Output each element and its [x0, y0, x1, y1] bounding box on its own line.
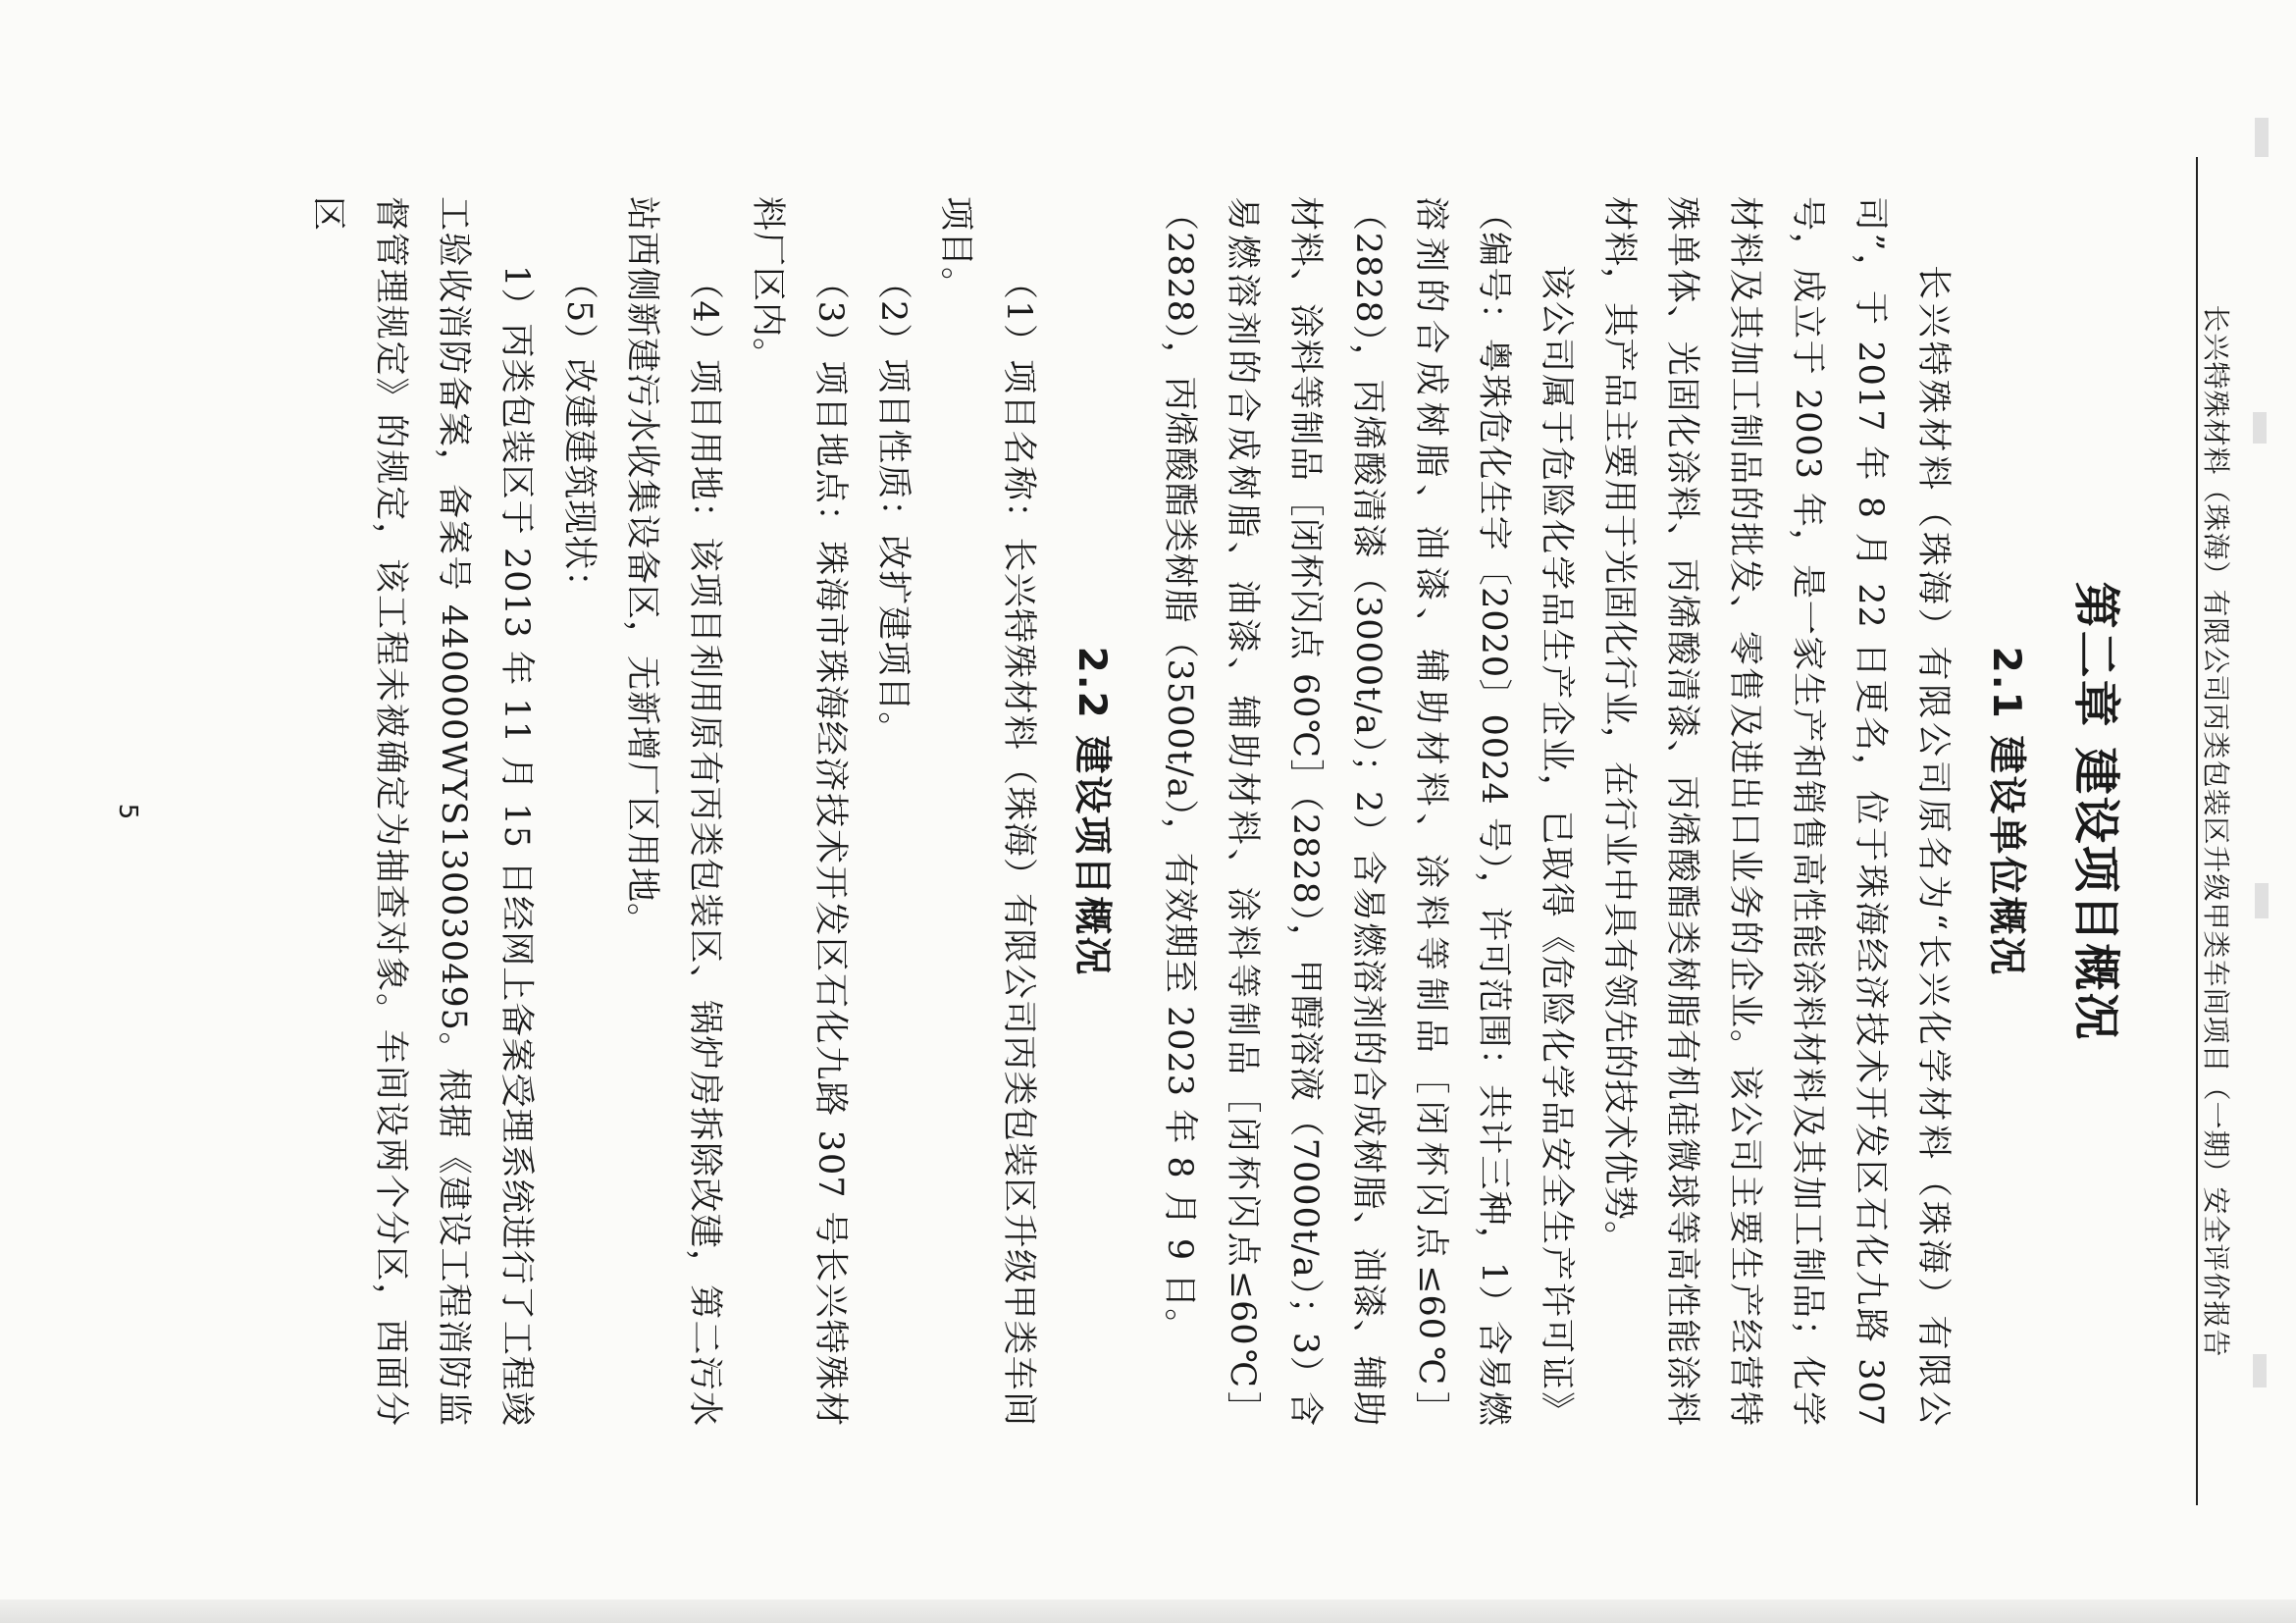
paragraph: 该公司属于危险化学品生产企业，已取得《危险化学品安全生产许可证》（编号：粤珠危化生字〔2020〕0024 号），许可范围：共计三种，1）含易燃溶剂的合成树脂、油漆、辅助材料、涂料等制品［闭杯闪点≤60℃］（2828），丙烯酸清漆（3000t/a）；2）含易燃溶剂的合成树脂、油漆、辅助材料、涂料等制品［闭杯闪点 60℃］（2828），甲醇溶液（7000t/a）；3）含易燃溶剂的合成树脂、油漆、辅助材料、涂料等制品［闭杯闪点≤60℃］（2828），丙烯酸酯类树脂（3500t/a），有效期至 2023 年 8 月 9 日。 [1160, 196, 1576, 1427]
list-item: （5）改建建筑现状： [559, 265, 599, 606]
list-item: （2）项目性质：改扩建项目。 [873, 265, 913, 748]
chapter-title: 第二章 建设项目概况 [2068, 581, 2123, 1042]
section-title: 2.2 建设项目概况 [1070, 646, 1114, 977]
paragraph: 1）丙类包装区于 2013 年 11 月 15 日经网上备案受理系统进行了工程竣工验收消防备案，备案号 440000WYS130030495。根据《建设工程消防监督管理规定》的规定，该工程未被确定为抽查对象。车间设两个分区，西面分区 [308, 196, 536, 1427]
scan-artifact [2253, 412, 2267, 444]
page-number: 5 [113, 803, 142, 820]
list-item: （1）项目名称：长兴特殊材料（珠海）有限公司丙类包装区升级甲类车间项目。 [936, 196, 1038, 1427]
list-item: （3）项目地点：珠海市珠海经济技术开发区石化九路 307 号长兴特殊材料厂区内。 [748, 196, 850, 1427]
page-body [296, 196, 2134, 1427]
list-item: （4）项目用地：该项目利用原有丙类包装区、锅炉房拆除改建，第二污水站西侧新建污水收集设备区，无新增厂区用地。 [622, 196, 724, 1427]
scan-artifact [2253, 1354, 2267, 1387]
scan-edge [0, 1599, 2296, 1623]
paragraph: 长兴特殊材料（珠海）有限公司原名为“长兴化学材料（珠海）有限公司”，于 2017 年 8 月 22 日更名，位于珠海经济技术开发区石化九路 307 号，成立于 2003 年，是一家生产和销售高性能涂料材料及其加工制品；化学材料及其加工制品的批发、零售及进出口业务的企业。该公司主要生产经营特殊单体、光固化涂料、丙烯酸清漆、丙烯酸酯类树脂有机硅微球等高性能涂料材料，其产品主要用于光固化行业，在行业中具有领先的技术优势。 [1599, 196, 1953, 1427]
header-rule [2196, 157, 2198, 1505]
scan-artifact [2255, 118, 2269, 157]
scan-artifact [2255, 883, 2269, 918]
section-title: 2.1 建设单位概况 [1984, 646, 2028, 977]
running-header: 长兴特殊材料（珠海）有限公司丙类包装区升级甲类车间项目（一期）安全评价报告 [2200, 304, 2232, 1358]
